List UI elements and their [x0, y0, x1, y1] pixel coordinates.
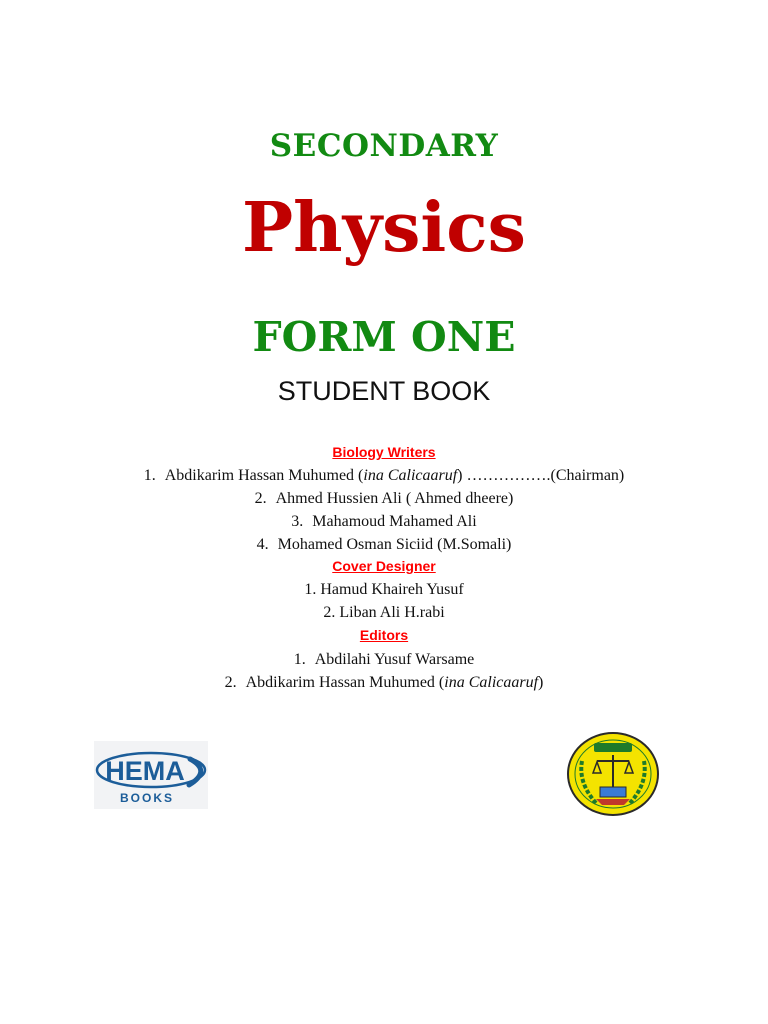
- book-type: STUDENT BOOK: [277, 376, 491, 406]
- subject-title: Physics: [242, 188, 526, 268]
- editor-2: [0, 671, 768, 694]
- hema-logo-graphic: [94, 741, 208, 809]
- writer-4-num: 4.: [256, 536, 269, 553]
- designers-heading: Cover Designer: [332, 558, 436, 574]
- writer-3-num: 3.: [291, 513, 304, 530]
- editor-1: [0, 648, 768, 671]
- writer-1-name: Abdikarim Hassan Muhumed (: [164, 467, 364, 484]
- writer-3-name: Mahamoud Mahamed Ali: [312, 513, 477, 530]
- editor-1-name: Abdilahi Yusuf Warsame: [314, 651, 475, 668]
- editor-2-close: ): [538, 674, 544, 691]
- designer-1-num: 1.: [304, 581, 317, 598]
- writer-2: [0, 487, 768, 510]
- hema-logo-subtext: BOOKS: [119, 791, 175, 805]
- designer-2-num: 2.: [323, 604, 336, 621]
- editors-heading: Editors: [359, 627, 409, 643]
- form-title: FORM ONE: [252, 313, 516, 361]
- hema-books-logo: [94, 741, 208, 809]
- writer-2-name: Ahmed Hussien Ali ( Ahmed dheere): [275, 490, 514, 507]
- writer-1-nickname: ina Calicaaruf: [363, 467, 458, 484]
- writer-4: [0, 533, 768, 556]
- hema-logo-text: HEMA: [105, 756, 185, 786]
- seal-emblem-icon: [566, 731, 660, 817]
- designer-2-name: Liban Ali H.rabi: [339, 604, 445, 621]
- editor-1-num: 1.: [293, 651, 306, 668]
- writer-1-num: 1.: [143, 467, 156, 484]
- series-title: SECONDARY: [269, 128, 499, 164]
- writers-heading: Biology Writers: [332, 444, 436, 460]
- editor-2-nickname: ina Calicaaruf: [444, 674, 539, 691]
- writer-3: [0, 510, 768, 533]
- designer-1: [0, 578, 768, 601]
- designer-2: [0, 601, 768, 624]
- writer-1: [0, 464, 768, 487]
- designer-1-name: Hamud Khaireh Yusuf: [320, 581, 464, 598]
- writer-1-role: ) …………….(Chairman): [457, 467, 625, 484]
- editor-2-name: Abdikarim Hassan Muhumed (: [245, 674, 445, 691]
- writer-4-name: Mohamed Osman Siciid (M.Somali): [277, 536, 512, 553]
- ministry-seal: [566, 731, 660, 817]
- writer-2-num: 2.: [254, 490, 267, 507]
- editor-2-num: 2.: [224, 674, 237, 691]
